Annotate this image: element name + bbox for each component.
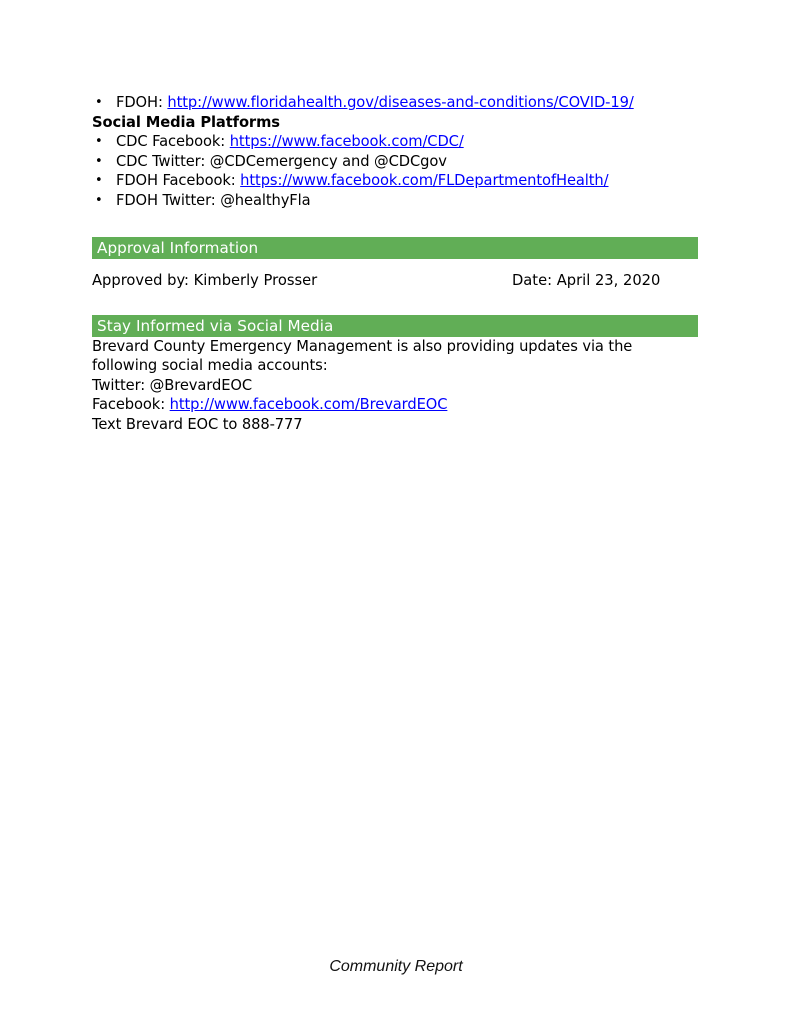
spacer [92,291,698,315]
facebook-label: Facebook: [92,396,170,414]
list-item-fdoh-facebook [92,171,698,191]
bullet-icon: • [95,173,103,189]
link-fdoh-facebook[interactable]: https://www.facebook.com/FLDepartmentofHealth/ [240,172,609,190]
approved-by-text: Approved by: Kimberly Prosser [92,271,318,289]
spacer [92,259,698,271]
link-fdoh-covid19[interactable]: http://www.floridahealth.gov/diseases-and-conditions/COVID-19/ [167,94,634,111]
page-footer: Community Report [329,958,463,975]
spacer [92,211,698,237]
list-item-label: FDOH Twitter: @healthyFla [116,191,311,209]
bullet-icon: • [95,192,103,208]
bullet-icon: • [95,153,103,169]
resource-list [92,93,698,113]
list-item-label: CDC Facebook: [116,133,230,151]
list-item-cdc-twitter [92,152,698,172]
list-item-label: CDC Twitter: @CDCemergency and @CDCgov [116,152,447,170]
list-item-label: FDOH: [116,94,168,111]
list-item-fdoh-twitter [92,191,698,211]
list-item-label: FDOH Facebook: [116,172,241,190]
section-heading-approval-information: Approval Information [92,237,698,259]
stay-informed-text-line: Text Brevard EOC to 888-777 [92,415,303,433]
stay-informed-twitter-line: Twitter: @BrevardEOC [92,376,252,394]
stay-informed-intro-text: Brevard County Emergency Management is also providing updates via the following social media accounts: [92,337,633,375]
bullet-icon: • [95,95,103,110]
link-brevard-eoc-facebook[interactable]: http://www.facebook.com/BrevardEOC [169,396,448,414]
link-cdc-facebook[interactable]: https://www.facebook.com/CDC/ [229,133,464,151]
list-item-fdoh-resource [92,93,698,113]
approval-date-text: Date: April 23, 2020 [512,271,661,289]
subheading-social-media-platforms: Social Media Platforms [92,113,280,131]
bullet-icon: • [95,134,103,150]
approval-row [92,271,698,291]
list-item-cdc-facebook [92,132,698,152]
document-body [92,93,698,434]
social-media-platform-list [92,132,698,210]
section-heading-stay-informed: Stay Informed via Social Media [92,315,698,337]
stay-informed-facebook-line [92,395,698,415]
